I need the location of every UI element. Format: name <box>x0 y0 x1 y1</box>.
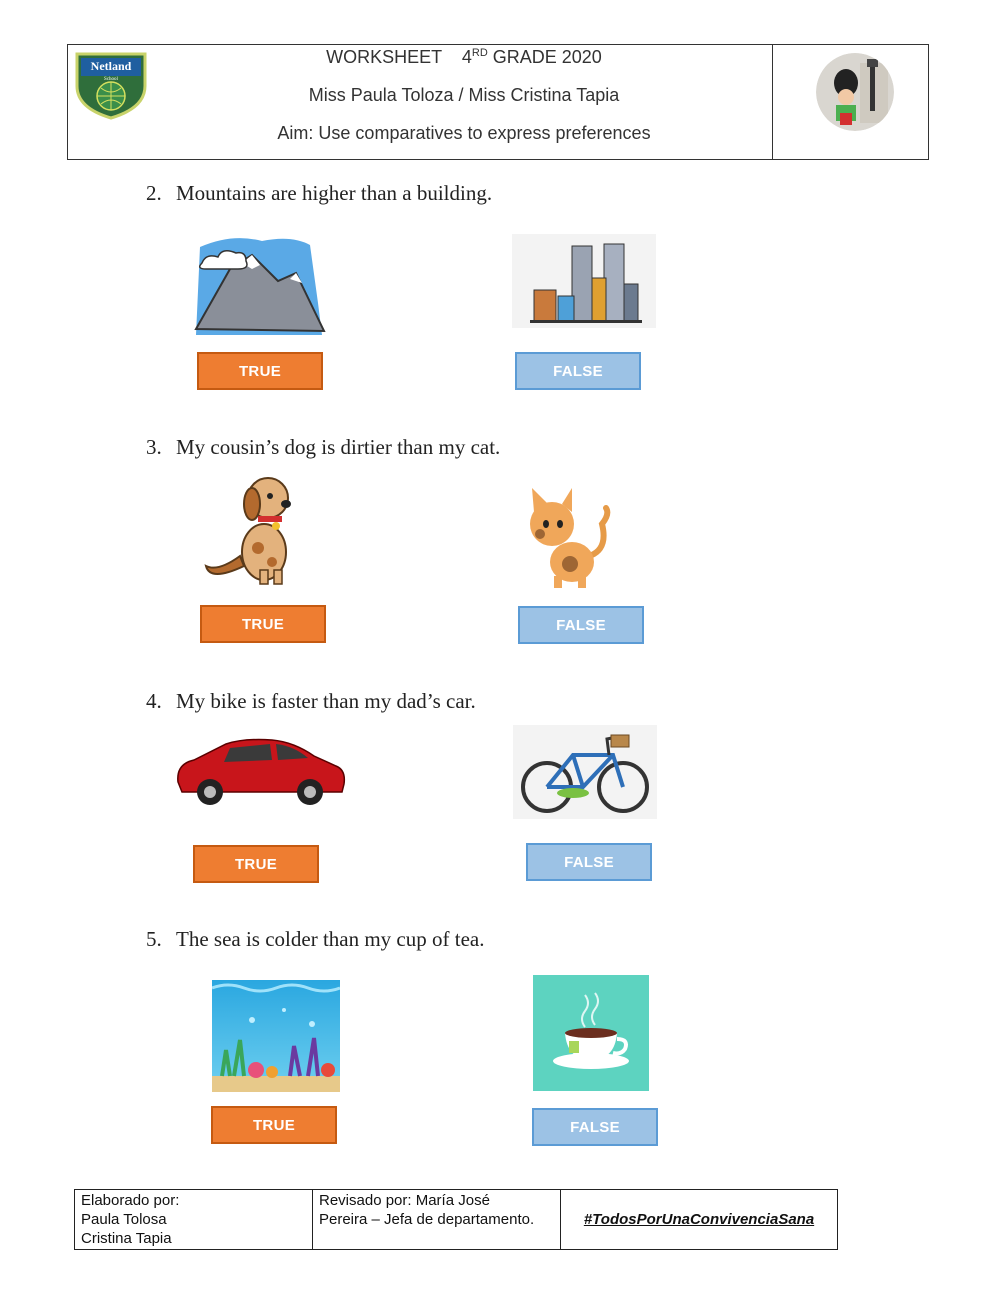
tea-cup-icon <box>533 975 649 1096</box>
mountain-icon <box>192 233 326 340</box>
true-button[interactable]: TRUE <box>211 1106 337 1144</box>
false-button[interactable]: FALSE <box>526 843 652 881</box>
footer-author-label: Elaborado por: <box>81 1192 180 1209</box>
dog-icon <box>200 470 300 591</box>
footer-author-name-2: Cristina Tapia <box>81 1230 172 1247</box>
guard-avatar-icon <box>816 53 894 131</box>
true-button[interactable]: TRUE <box>197 352 323 390</box>
header-aim: Aim: Use comparatives to express preferences <box>277 123 651 143</box>
false-button[interactable]: FALSE <box>532 1108 658 1146</box>
false-button[interactable]: FALSE <box>518 606 644 644</box>
footer-reviewer-line-1: Revisado por: María José <box>319 1192 490 1209</box>
question-2: 2. Mountains are higher than a building. <box>146 181 493 205</box>
footer-reviewer-cell <box>313 1190 561 1249</box>
question-5: 5. The sea is colder than my cup of tea. <box>146 927 485 951</box>
buildings-icon <box>512 234 656 333</box>
worksheet-header <box>67 44 929 160</box>
false-button[interactable]: FALSE <box>515 352 641 390</box>
footer-reviewer-line-2: Pereira – Jefa de departamento. <box>319 1211 535 1228</box>
true-button[interactable]: TRUE <box>200 605 326 643</box>
sea-icon <box>212 980 340 1097</box>
header-divider <box>772 45 773 159</box>
logo-subtext: School <box>104 77 118 82</box>
header-title: WORKSHEET 4RD GRADE 2020 <box>326 47 602 67</box>
logo-text: Netland <box>90 59 132 73</box>
true-button[interactable]: TRUE <box>193 845 319 883</box>
footer-author-cell <box>75 1190 313 1249</box>
cat-icon <box>522 484 618 595</box>
bicycle-icon <box>513 725 657 824</box>
footer-table <box>74 1189 838 1250</box>
question-4: 4. My bike is faster than my dad’s car. <box>146 689 476 713</box>
car-icon <box>174 736 348 811</box>
header-teachers: Miss Paula Toloza / Miss Cristina Tapia <box>308 85 620 105</box>
question-3: 3. My cousin’s dog is dirtier than my cat. <box>146 435 501 459</box>
footer-author-name-1: Paula Tolosa <box>81 1211 167 1228</box>
footer-hashtag: #TodosPorUnaConvivenciaSana <box>583 1211 815 1228</box>
school-logo <box>73 50 149 120</box>
